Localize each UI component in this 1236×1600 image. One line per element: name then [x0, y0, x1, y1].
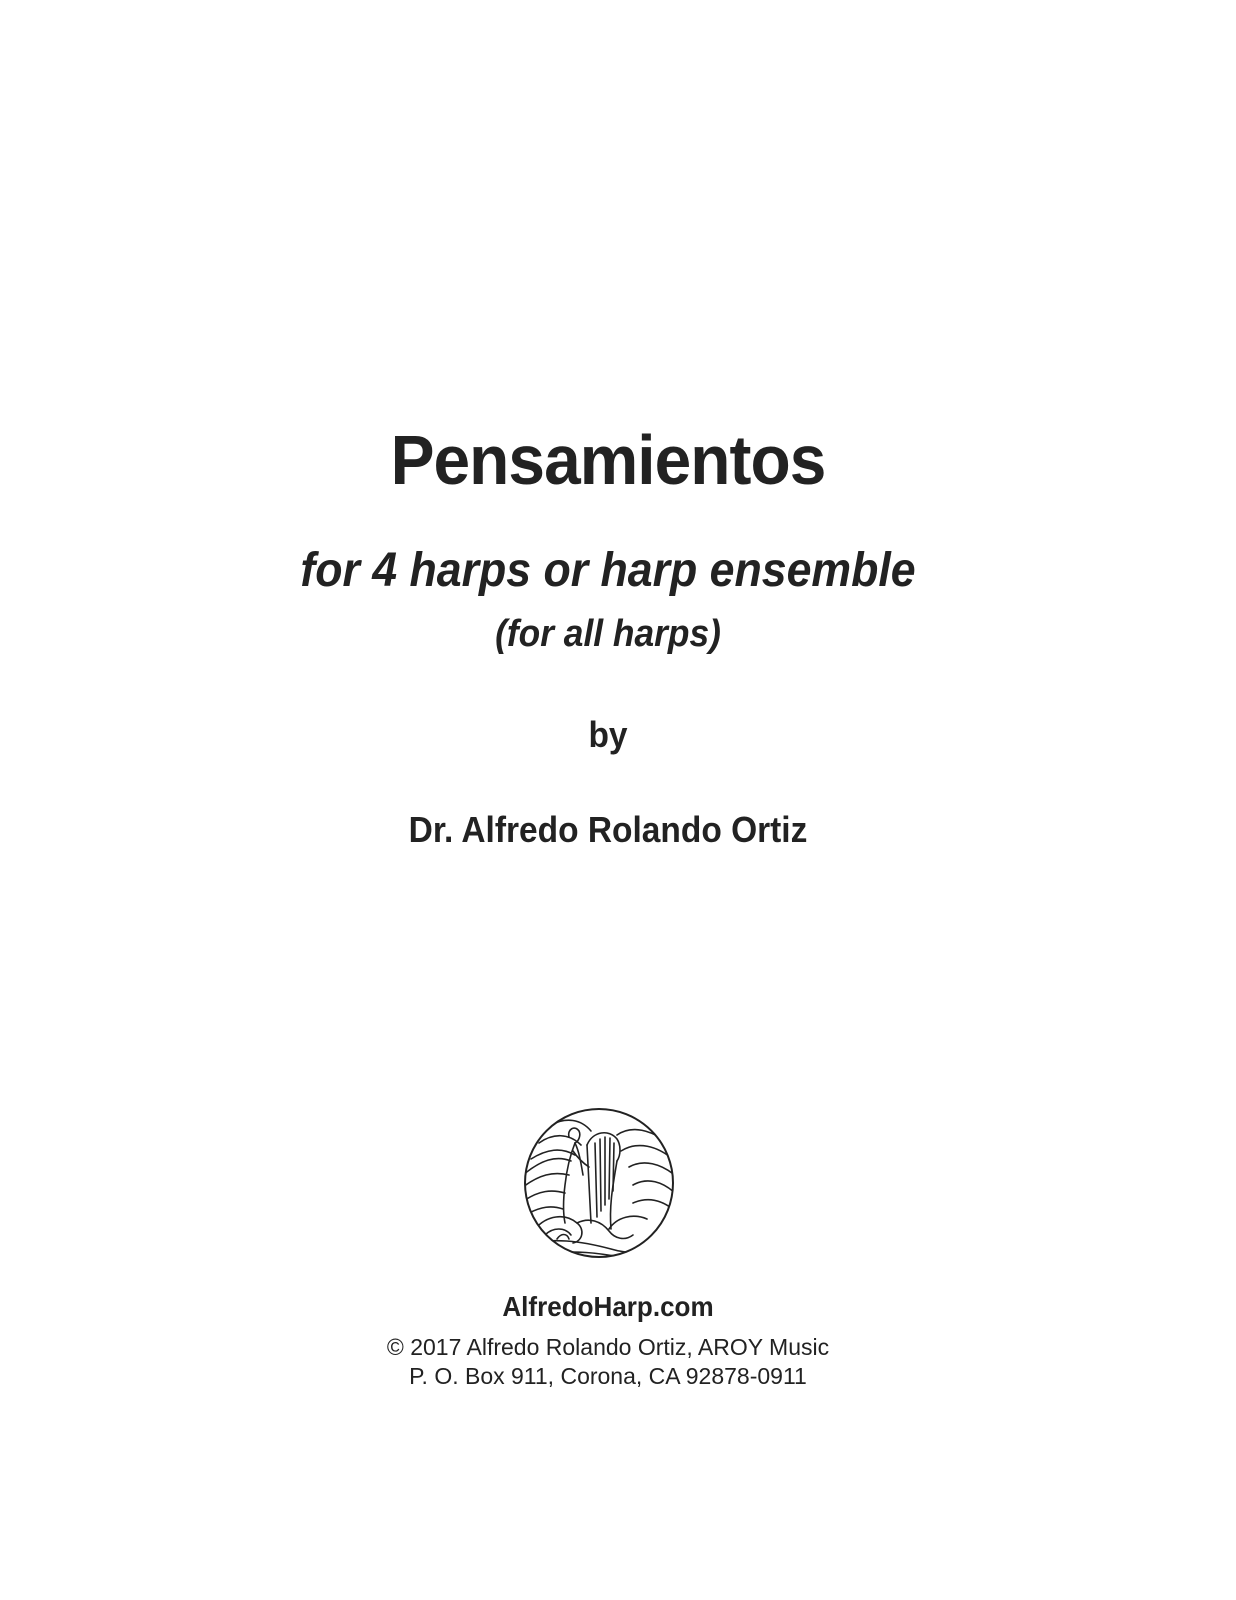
- composer-name: Dr. Alfredo Rolando Ortiz: [408, 809, 808, 850]
- page-title: Pensamientos: [390, 421, 826, 499]
- instrumentation-note: (for all harps): [495, 613, 721, 655]
- postal-address: P. O. Box 911, Corona, CA 92878-0911: [409, 1363, 807, 1389]
- website-link: AlfredoHarp.com: [502, 1291, 714, 1322]
- copyright-notice: © 2017 Alfredo Rolando Ortiz, AROY Music: [386, 1334, 830, 1360]
- harpist-circle-logo-icon: [521, 1105, 677, 1261]
- by-label: by: [588, 714, 628, 755]
- instrumentation-subtitle: for 4 harps or harp ensemble: [300, 544, 916, 597]
